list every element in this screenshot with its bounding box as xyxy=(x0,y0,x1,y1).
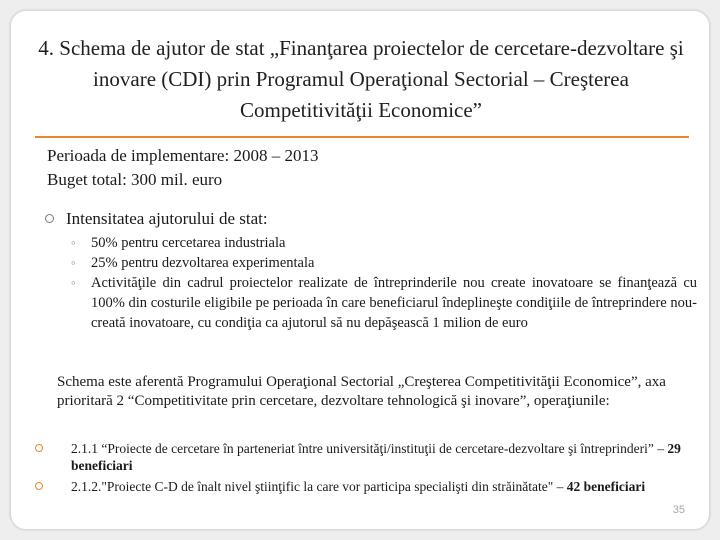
total-budget: Buget total: 300 mil. euro xyxy=(47,170,223,189)
operation-beneficiaries: 42 beneficiari xyxy=(566,479,646,494)
schema-description: Schema este aferentă Programului Operaţional Sectorial „Creşterea Competitivităţii Economice”, axa prioritară 2 “Competitivitate prin cercetare, dezvoltare tehnologică şi inovare”, operaţiunile: xyxy=(57,374,666,409)
implementation-info xyxy=(47,144,318,192)
implementation-period: Perioada de implementare: 2008 – 2013 xyxy=(47,146,319,165)
sub-bullet-icon: ◦ xyxy=(71,255,76,270)
operations-list xyxy=(29,440,691,499)
sub-bullet-icon: ◦ xyxy=(71,235,76,250)
list-item xyxy=(69,233,697,253)
operation-item xyxy=(29,440,691,474)
title-divider xyxy=(35,136,689,138)
operation-text: 2.1.1 “Proiecte de cercetare în parteneriat între universităţi/instituţii de cercetare-dezvoltare şi întreprinderi” – xyxy=(71,441,668,456)
operation-item xyxy=(29,478,691,495)
intensity-heading: Intensitatea ajutorului de stat: xyxy=(66,209,268,228)
operation-text: 2.1.2."Proiecte C-D de înalt nivel ştiinţific la care vor participa specialişti din străinătate" – xyxy=(71,479,567,494)
intensity-bullet xyxy=(45,208,695,230)
page-number: 35 xyxy=(672,504,685,516)
bullet-icon xyxy=(45,214,54,223)
slide-title: 4. Schema de ajutor de stat „Finanţarea proiectelor de cercetare-dezvoltare şi inovare (CDI) prin Programul Operaţional Sectorial – Creşterea Competitivităţii Economice” xyxy=(38,36,684,122)
sub-bullet-icon: ◦ xyxy=(71,275,76,290)
operation-beneficiaries: 29 beneficiari xyxy=(71,441,681,473)
list-item-text: 50% pentru cercetarea industriala xyxy=(91,235,286,251)
slide xyxy=(10,10,710,530)
intensity-list xyxy=(69,233,697,333)
list-item-text: 25% pentru dezvoltarea experimentala xyxy=(91,255,315,271)
circle-bullet-icon xyxy=(35,482,43,490)
list-item xyxy=(69,253,697,273)
list-item-text: Activităţile din cadrul proiectelor realizate de întreprinderile nou create inovatoare se finanţează cu 100% din costurile eligibile pe perioada în care beneficiarul îndeplineşte condiţiile de întreprindere nou-creată inovatoare, cu condiţia ca ajutorul să nu depăşească 1 milion de euro xyxy=(91,275,697,331)
list-item xyxy=(69,273,697,333)
circle-bullet-icon xyxy=(35,444,43,452)
